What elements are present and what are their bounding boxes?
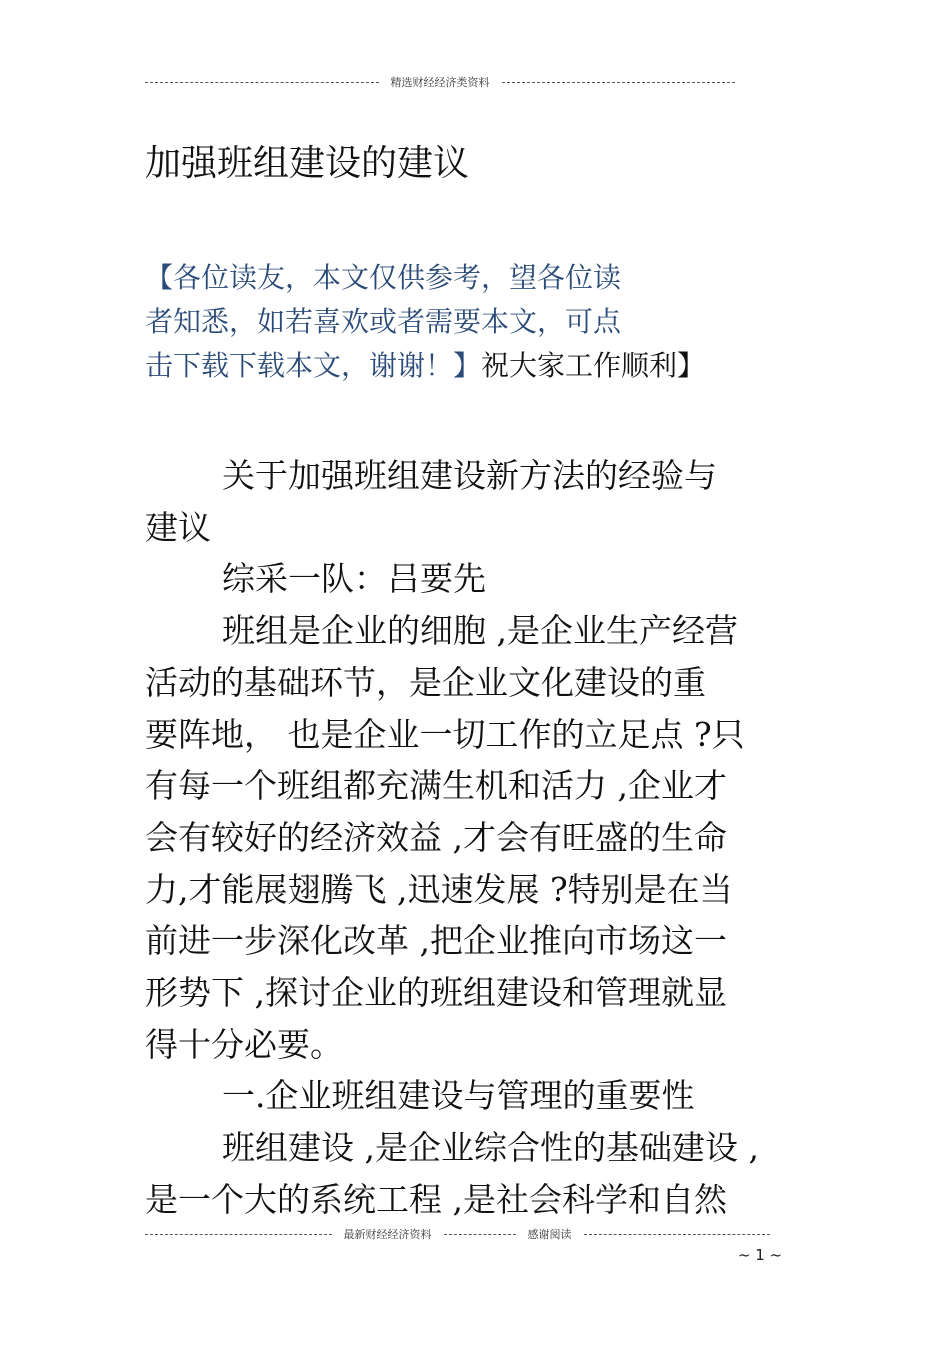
footer-label-left: 最新财经经济资料 <box>343 1228 432 1241</box>
paragraph-line: 得十分必要。 <box>145 1024 343 1064</box>
subtitle-line-1: 关于加强班组建设新方法的经验与 <box>222 456 717 495</box>
paragraph-line: 活动的基础环节，是企业文化建设的重 <box>145 662 706 702</box>
paragraph-line: 要阵地， 也是企业一切工作的立足点 ?只 <box>145 714 745 754</box>
subtitle-line-2: 建议 <box>145 507 211 547</box>
paragraph-line: 力,才能展翅腾飞 ,迅速发展 ?特别是在当 <box>145 869 733 909</box>
notice-line-3 <box>145 344 805 388</box>
document-title: 加强班组建设的建议 <box>145 143 470 184</box>
paragraph-line: 形势下 ,探讨企业的班组建设和管理就显 <box>145 973 727 1013</box>
document-body <box>145 450 825 1226</box>
page-footer <box>145 1224 770 1244</box>
download-notice <box>145 256 805 388</box>
author-line: 综采一队：吕要先 <box>222 559 486 599</box>
paragraph-line: 有每一个班组都充满生机和活力 ,企业才 <box>145 766 727 806</box>
footer-divider-middle <box>444 1234 516 1235</box>
paragraph-line: 会有较好的经济效益 ,才会有旺盛的生命 <box>145 817 727 857</box>
page-number: ~ 1 ~ <box>737 1246 783 1264</box>
notice-line-1: 【各位读友，本文仅供参考，望各位读 <box>145 261 622 294</box>
footer-label-right: 感谢阅读 <box>527 1228 572 1241</box>
notice-line-3-blue: 击下载下载本文，谢谢！】 <box>145 349 482 382</box>
notice-line-3-black: 祝大家工作顺利】 <box>481 349 706 382</box>
header-label: 精选财经经济类资料 <box>390 76 490 89</box>
section-heading: 一.企业班组建设与管理的重要性 <box>222 1076 695 1116</box>
header-divider-left <box>145 82 379 83</box>
page-header <box>145 71 735 93</box>
paragraph-line: 前进一步深化改革 ,把企业推向市场这一 <box>145 921 727 961</box>
paragraph-line: 是一个大的系统工程 ,是社会科学和自然 <box>145 1179 727 1219</box>
paragraph-line: 班组建设 ,是企业综合性的基础建设 , <box>222 1128 759 1168</box>
footer-divider-left <box>145 1234 332 1235</box>
header-divider-right <box>502 82 736 83</box>
footer-divider-right <box>584 1234 771 1235</box>
notice-line-2: 者知悉，如若喜欢或者需要本文，可点 <box>145 305 622 338</box>
paragraph-line: 班组是企业的细胞 ,是企业生产经营 <box>222 611 738 651</box>
